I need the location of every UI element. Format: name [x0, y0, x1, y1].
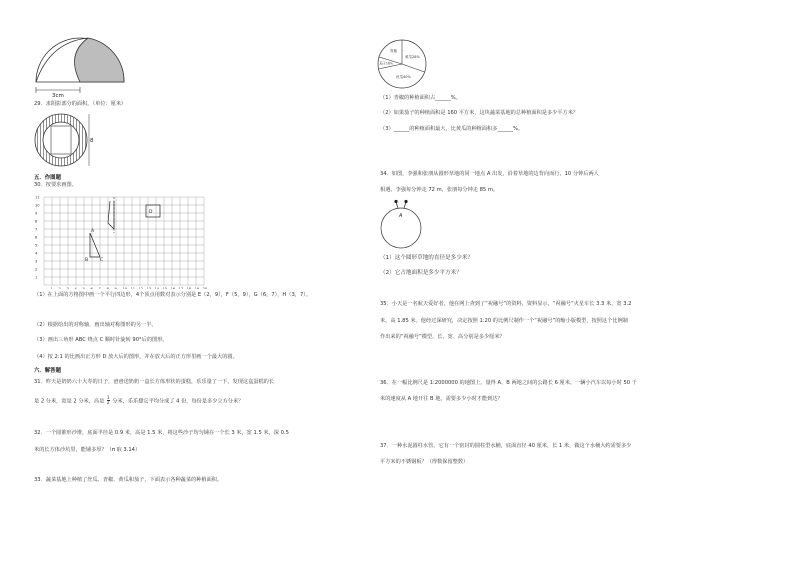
label-b: B	[85, 258, 89, 263]
section-5-title: 五．作图题	[34, 175, 61, 181]
grid-x-tick: 16	[170, 287, 176, 289]
grid-y-tick: 4	[35, 251, 38, 256]
label-a: A	[91, 229, 95, 234]
q36-line1: 36．在一幅比例尺是 1:2000000 的地图上，量得 A、B 两地之间的公路长 6 厘米。一辆小汽车以每小时 50 千	[380, 380, 637, 386]
q30-item-2: （2）根据给出的对称轴，画出轴对称图形的另一半。	[34, 322, 157, 328]
grid-y-tick: 3	[35, 259, 38, 264]
q32-line2: 米的长方体沙坑里，能铺多厚？（π 取 3.14）	[34, 447, 141, 453]
coordinate-grid	[34, 193, 220, 289]
grid-x-tick: 18	[186, 287, 192, 289]
grid-x-tick: 17	[178, 287, 184, 289]
grid-x-tick: 20	[202, 287, 208, 289]
grid-x-tick: 12	[138, 287, 144, 289]
grid-x-tick: 7	[98, 287, 101, 289]
section-6-title: 六．解答题	[34, 368, 61, 374]
pie-label-qingjiao: 青椒	[390, 49, 397, 53]
circular-lawn-figure	[378, 198, 424, 250]
grid-x-tick: 14	[154, 287, 160, 289]
q31-frac-num: 1	[106, 395, 110, 400]
grid-y-tick: 8	[35, 219, 38, 224]
q35-line2: 米，高 1.85 米。他经过深研究，决定按照 1:20 的比例尺制作一个“祝融号”的缩小版模型，按照这个比例制	[380, 318, 628, 324]
q33-text: 33．蔬菜基地上种植了丝瓜、青椒、黄瓜和茄子，下面表示各种蔬菜的种植面积。	[34, 477, 223, 483]
grid-y-tick: 5	[35, 243, 38, 248]
q30-title: 30．按要求画图。	[34, 182, 77, 188]
q31-line1: 31．昨天是奶奶六十大寿的日子，爸爸送奶奶一盒长方体形状的蛋糕，乐乐量了一下，发现这盒蛋糕的长	[34, 379, 275, 385]
vegetable-pie-chart	[376, 38, 430, 90]
grid-y-tick: 9	[35, 211, 38, 216]
shaded-semicircle-figure	[28, 36, 128, 98]
q37-line1: 37．一种水泥圆柱水管，它有一个密封的圆柱型水桶，底面直径 40 厘米，长 1 米，做这个水桶大约需要多少	[380, 443, 632, 449]
grid-x-tick: 6	[90, 287, 93, 289]
q33-item-2: （2）如果茄子的种植面积是 160 平方米，这块蔬菜基地的总种植面积是多少平方米？	[380, 110, 579, 116]
pie-label-qiezi: 茄子16%	[379, 61, 393, 66]
q33-item-3: （3）______的种植面积最大，比黄瓜的种植面积多______%。	[380, 126, 524, 132]
q33-item-1: （1）青椒的种植面积占______%。	[380, 95, 461, 101]
grid-x-tick: 15	[162, 287, 168, 289]
label-c: C	[100, 258, 104, 263]
grid-x-tick: 10	[122, 287, 128, 289]
grid-x-tick: 2	[58, 287, 61, 289]
grid-x-tick: 5	[82, 287, 85, 289]
q31-frac-den: 2	[106, 400, 110, 406]
q35-line3: 作出来的“祝融号”模型，长、宽、高分别是多少厘米？	[380, 334, 505, 340]
q30-item-4: （4）按 2:1 的比画出正方形 D 放大后的图形，并在放大后的正方形里画一个最大的圆。	[34, 354, 238, 360]
grid-x-tick: 19	[194, 287, 200, 289]
q34-line1: 34．如图，李强和张朋从圆形草地的同一地点 A 出发，沿着草地的边背向而行，10 分钟后两人	[380, 171, 599, 177]
grid-y-tick: 7	[35, 227, 38, 232]
grid-y-tick: 1	[35, 275, 38, 280]
q34-item-2: （2）它占地面积是多少平方米？	[380, 270, 462, 276]
grid-x-tick: 1	[50, 287, 53, 289]
q31-line2: 是 2 分米，宽是 2 分米，高是 $\frac{1}{2}$ 分米，乐乐想它平均分成了 4 份，每份是多少立方分米？	[34, 395, 244, 406]
ring-shaded-figure	[33, 112, 95, 170]
grid-y-tick: 11	[35, 195, 40, 200]
pie-label-sigua: 丝瓜40%	[396, 75, 411, 79]
grid-y-tick: 6	[35, 235, 38, 240]
grid-x-tick: 13	[146, 287, 152, 289]
q34-point-a: A	[399, 213, 403, 219]
q30-item-3: （3）画出三角形 ABC 绕点 C 顺时针旋转 90°后的图形。	[34, 337, 168, 343]
fig-dim-3cm: 3cm	[52, 93, 64, 98]
grid-x-tick: 11	[130, 287, 136, 289]
grid-y-tick: 10	[35, 203, 40, 208]
q36-line2: 米的速度从 A 地开往 B 地，需要多少小时才能到达？	[380, 396, 503, 402]
pie-label-huanggua: 黄瓜28%	[405, 55, 420, 59]
q30-item-1: （1）在上面的方格图中画一个平行四边形，4个顶点用数对表示分别是 E（2，9），F（5，9），G（6，7），H（3，7）。	[34, 292, 312, 298]
grid-x-tick: 9	[114, 287, 117, 289]
grid-x-tick: 4	[74, 287, 77, 289]
q34-item-1: （1）这个圆形草地的直径是多少米？	[380, 255, 474, 261]
q34-line2: 相遇。李强每分钟走 72 m，张朋每分钟走 85 m。	[380, 187, 499, 193]
q32-line1: 32．一个圆锥形沙堆，底面半径是 0.9 米，高是 1.5 米，将这些沙子均匀铺在一个长 3 米，宽 1.5 米，深 0.5	[34, 430, 289, 436]
grid-y-tick: 2	[35, 267, 38, 272]
fig-dim-8: 8	[90, 138, 94, 144]
grid-x-tick: 3	[66, 287, 69, 289]
q37-line2: 平方米的不锈钢板？（得数保留整数）	[380, 459, 469, 465]
label-d: D	[149, 210, 153, 215]
grid-x-tick: 8	[106, 287, 109, 289]
q35-line1: 35．小天是一名航天爱好者，他在网上查到了“祝融号”的资料，资料显示，“祝融号”火星车长 3.3 米，宽 3.2	[380, 301, 632, 307]
q29-text: 29．求阴影部分的面积。（单位：厘米）	[34, 101, 127, 107]
